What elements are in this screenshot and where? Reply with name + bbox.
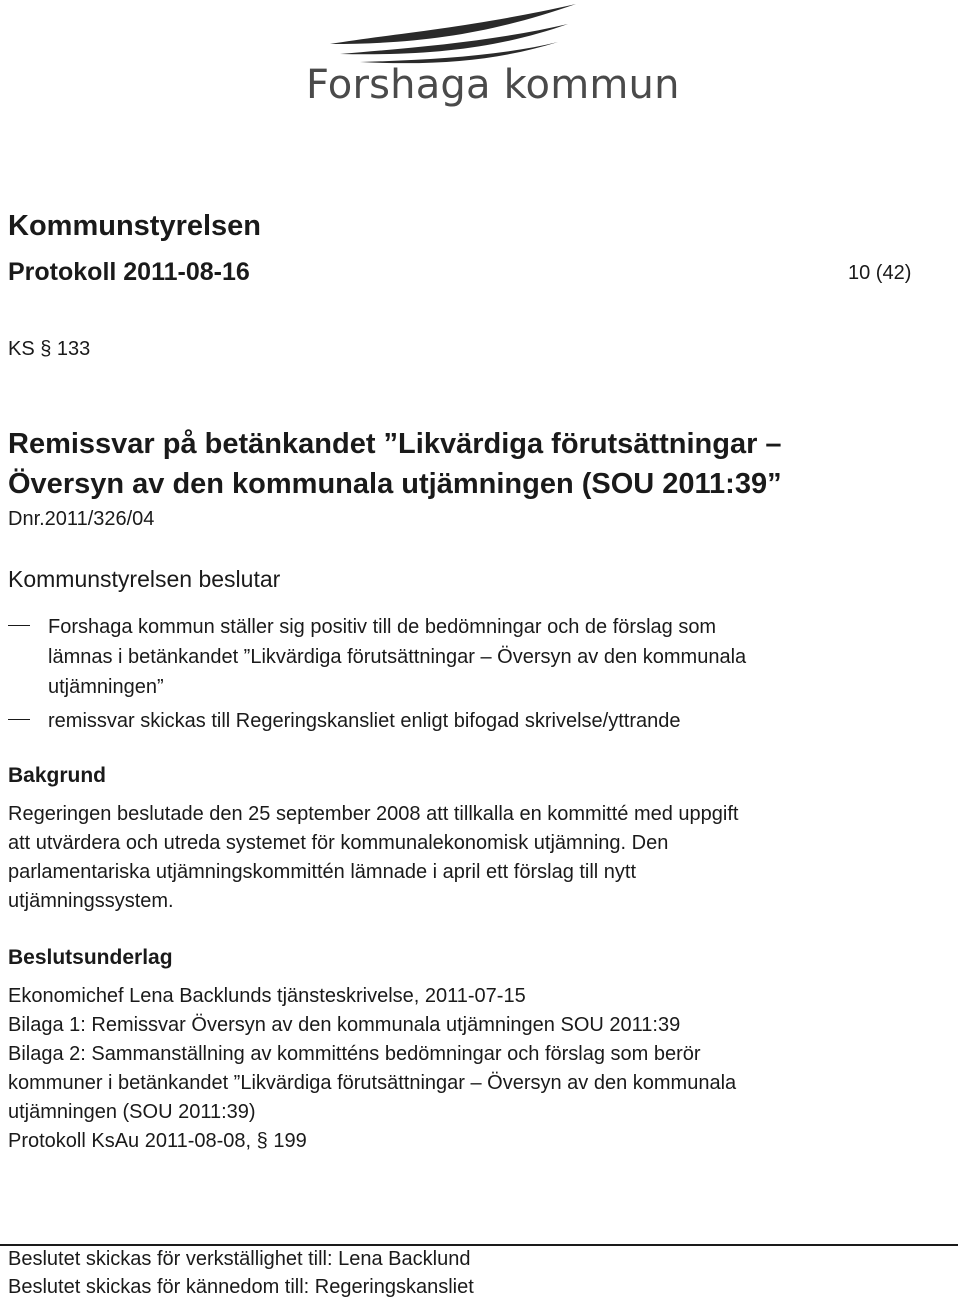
basis-line: kommuner i betänkandet ”Likvärdiga förutsättningar – Översyn av den kommunala	[8, 1072, 737, 1094]
background-heading: Bakgrund	[8, 764, 107, 787]
footer-divider	[0, 1244, 958, 1246]
basis-line: Protokoll KsAu 2011-08-08, § 199	[8, 1130, 307, 1152]
organization-heading: Kommunstyrelsen	[8, 210, 262, 242]
page-number: 10 (42)	[848, 262, 912, 284]
dash-bullet-icon	[8, 625, 30, 626]
dash-bullet-icon	[8, 719, 30, 720]
protocol-heading: Protokoll 2011-08-16	[8, 258, 250, 286]
title-line: Remissvar på betänkandet ”Likvärdiga förutsättningar –	[8, 428, 782, 460]
basis-line: Bilaga 2: Sammanställning av kommitténs bedömningar och förslag som berör	[8, 1043, 701, 1065]
decision-item	[8, 612, 938, 702]
basis-list	[8, 982, 943, 1156]
footer-execution: Beslutet skickas för verkställighet till: Lena Backlund	[8, 1248, 471, 1270]
decision-item	[8, 706, 938, 736]
paragraph-line: att utvärdera och utreda systemet för kommunalekonomisk utjämning. Den	[8, 832, 669, 854]
logo-text: Forshaga kommun	[306, 62, 680, 108]
decision-line: remissvar skickas till Regeringskansliet enligt bifogad skrivelse/yttrande	[48, 710, 681, 732]
decision-heading: Kommunstyrelsen beslutar	[8, 566, 281, 592]
case-number: KS § 133	[8, 338, 91, 360]
basis-heading: Beslutsunderlag	[8, 946, 173, 969]
document-title	[8, 424, 782, 504]
decision-list	[8, 612, 938, 740]
background-paragraph	[8, 800, 943, 916]
paragraph-line: Regeringen beslutade den 25 september 2008 att tillkalla en kommitté med uppgift	[8, 803, 739, 825]
decision-line: lämnas i betänkandet ”Likvärdiga förutsättningar – Översyn av den kommunala	[48, 646, 747, 668]
title-line: Översyn av den kommunala utjämningen (SOU 2011:39”	[8, 468, 782, 500]
registration-number: Dnr.2011/326/04	[8, 508, 155, 530]
municipality-logo	[300, 0, 680, 118]
paragraph-line: parlamentariska utjämningskommittén lämnade i april ett förslag till nytt	[8, 861, 637, 883]
decision-line: utjämningen”	[48, 676, 164, 698]
basis-line: Bilaga 1: Remissvar Översyn av den kommunala utjämningen SOU 2011:39	[8, 1014, 681, 1036]
footer-information: Beslutet skickas för kännedom till: Regeringskansliet	[8, 1276, 474, 1298]
decision-line: Forshaga kommun ställer sig positiv till de bedömningar och de förslag som	[48, 616, 717, 638]
logo-swoosh-icon	[300, 0, 630, 70]
basis-line: Ekonomichef Lena Backlunds tjänsteskrivelse, 2011-07-15	[8, 985, 526, 1007]
basis-line: utjämningen (SOU 2011:39)	[8, 1101, 256, 1123]
paragraph-line: utjämningssystem.	[8, 890, 174, 912]
